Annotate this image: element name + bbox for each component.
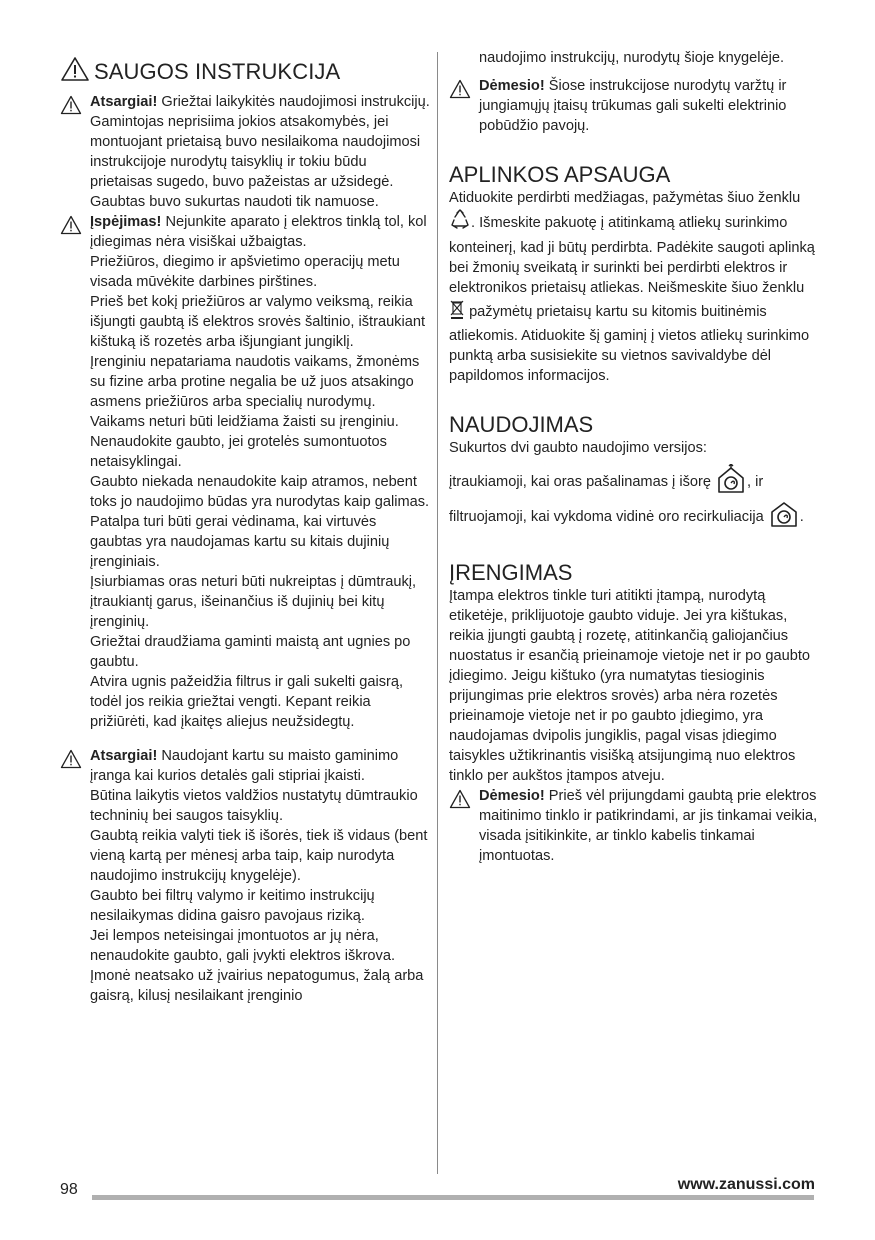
warning-icon xyxy=(449,789,471,815)
warning-text: Šiose instrukcijose nurodytų varžtų ir jungiamųjų įtaisų trūkumas gali sukelti elektrinio pobūdžio pavojų. xyxy=(479,78,787,134)
section-title-environment: APLINKOS APSAUGA xyxy=(449,162,671,187)
paragraph: Priežiūros, diegimo ir apšvietimo operacijų metu visada mūvėkite darbines pirštines. xyxy=(90,254,400,290)
paragraph: Vaikams neturi būti leidžiama žaisti su įrenginiu. Nenaudokite gaubto, jei grotelės sumontuotos netaisyklingai. xyxy=(90,414,399,470)
page-number: 98 xyxy=(60,1181,78,1198)
crossed-bin-icon xyxy=(449,298,465,326)
installation-paragraph: Įtampa elektros tinkle turi atitikti įtampą, nurodytą etiketėje, priklijuotoje gaubto viduje. Jei yra kištukas, reikia įjungti gaubtą į rozetę, atitinkančią galiojančius nuostatus ir esančią prieinamoje vietoje net ir po gaubto įdiegimo. Jeigu kištuko (yra numatytas tiesioginis prijungimas prie elektros srovės) arba nėra rozetės prieinamoje vietoje net ir po gaubto įdiegimo, yra naudojamas dvipolis jungiklis, pagal visas įdiegimo taisykles užtikrinantis visišką atsijungimą nuo elektros tinklo per aukštos įtampos atveju. xyxy=(449,588,811,784)
section-title-safety: SAUGOS INSTRUKCIJA xyxy=(60,56,430,88)
paragraph: Įrenginiu nepatariama naudotis vaikams, žmonėms su fizine arba protine negalia be už juos atsakingo asmens priežiūros arba specialių nurodymų. xyxy=(90,354,420,410)
paragraph: Griežtai draudžiama gaminti maistą ant ugnies po gaubtu. xyxy=(90,634,411,670)
warning-icon xyxy=(449,79,471,105)
warning-block-2 xyxy=(60,212,430,732)
recirculation-mode-icon xyxy=(768,500,800,534)
warning-text: Griežtai laikykitės naudojimosi instrukcijų. Gamintojas neprisiima jokios atsakomybės, jei montuojant prietaisą buvo nesilaikoma naudojimosi instrukcijoje nurodytų taisyklių ir tokiu būdu prietaisas sugedo, buvo pažeistas ar užsidegė. Gaubtas buvo sukurtas naudoti tik namuose. xyxy=(90,94,430,210)
paragraph: Jei lempos neteisingai įmontuotos ar jų nėra, nenaudokite gaubto, gali įvykti elektros iškrova. xyxy=(90,928,396,964)
continued-text: naudojimo instrukcijų, nurodytų šioje knygelėje. xyxy=(479,50,785,66)
paragraph: Gaubto niekada nenaudokite kaip atramos, nebent toks jo naudojimo būdas yra nurodytas kaip galimas. xyxy=(90,474,430,510)
right-column xyxy=(449,48,824,866)
paragraph: Prieš bet kokį priežiūros ar valymo veiksmą, reikia išjungti gaubtą iš elektros srovės šaltinio, ištraukiant kištuką iš rozetės arba išjungiant jungiklį. xyxy=(90,294,426,350)
warning-text: Nejunkite aparato į elektros tinklą tol, kol įdiegimas nėra visiškai užbaigtas. xyxy=(90,214,427,250)
section-title-use: NAUDOJIMAS xyxy=(449,412,594,437)
footer-rule xyxy=(92,1195,814,1200)
warning-block-3 xyxy=(60,746,430,1006)
warning-lead: Dėmesio! xyxy=(479,78,545,94)
paragraph: Atvira ugnis pažeidžia filtrus ir gali sukelti gaisrą, todėl jos reikia griežtai vengti. Kepant reikia prižiūrėti, kad įkaitęs aliejus neužsidegtų. xyxy=(90,674,404,730)
paragraph: Gaubtą reikia valyti tiek iš išorės, tiek iš vidaus (bent vieną kartą per mėnesį arba taip, kaip nurodyta naudojimo instrukcijų knygelėje). xyxy=(90,828,428,884)
warning-lead: Dėmesio! xyxy=(479,788,545,804)
warning-icon xyxy=(60,215,82,241)
warning-lead: Atsargiai! xyxy=(90,94,158,110)
paragraph: Patalpa turi būti gerai vėdinama, kai virtuvės gaubtas yra naudojamas kartu su kitais dujinių įrenginiais. xyxy=(90,514,390,570)
paragraph: Būtina laikytis vietos valdžios nustatytų dūmtraukio techninių bei saugos taisyklių. xyxy=(90,788,418,824)
use-paragraph-1: Sukurtos dvi gaubto naudojimo versijos: xyxy=(449,440,707,456)
paragraph: Gaubto bei filtrų valymo ir keitimo instrukcijų nesilaikymas didina gaisro pavojaus riziką. xyxy=(90,888,375,924)
warning-icon xyxy=(60,56,90,88)
website-url[interactable]: www.zanussi.com xyxy=(677,1176,815,1193)
warning-lead: Atsargiai! xyxy=(90,748,158,764)
warning-icon xyxy=(60,749,82,775)
warning-block-5 xyxy=(449,786,824,866)
extraction-mode-icon xyxy=(715,464,747,500)
paragraph: Įmonė neatsako už įvairius nepatogumus, žalą arba gaisrą, kilusį nesilaikant įrenginio xyxy=(90,968,424,1004)
warning-lead: Įspėjimas! xyxy=(90,214,162,230)
column-divider xyxy=(437,52,438,1174)
warning-icon xyxy=(60,95,82,121)
paragraph: Įsiurbiamas oras neturi būti nukreiptas į dūmtraukį, įtraukiantį garus, išeinančius iš dujinių bei kitų įrenginių. xyxy=(90,574,417,630)
environment-paragraph: Atiduokite perdirbti medžiagas, pažymėtas šiuo ženklu . Išmeskite pakuotę į atitinkamą atliekų surinkimo konteinerį, kad ji būtų perdirbta. Padėkite saugoti aplinką bei žmonių sveikatą ir surinkti bei perdirbti elektros ir elektronikos prietaisų atliekas. Neišmeskite šiuo ženklu pažymėtų prietaisų kartu su kitomis buitinėmis atliekomis. Atiduokite šį gaminį į vietos atliekų surinkimo punktą arba susisiekite su vietnos savivaldybe dėl papildomos informacijos. xyxy=(449,190,815,384)
warning-block-4 xyxy=(449,76,824,136)
left-column xyxy=(60,56,430,1006)
warning-text: Naudojant kartu su maisto gaminimo įranga kai kurios detalės gali stipriai įkaisti. xyxy=(90,748,399,784)
warning-block-1 xyxy=(60,92,430,212)
warning-text: Prieš vėl prijungdami gaubtą prie elektros maitinimo tinklo ir patikrindami, ar jis tinkamai veikia, visada įsitikinkite, ar tinklo kabelis tinkamai įmontuotas. xyxy=(479,788,818,864)
recycle-icon xyxy=(449,208,471,238)
section-title-installation: ĮRENGIMAS xyxy=(449,560,573,585)
use-paragraph-2: įtraukiamoji, kai oras pašalinamas į išorę , ir filtruojamoji, kai vykdoma vidinė oro recirkuliacija . xyxy=(449,464,824,534)
